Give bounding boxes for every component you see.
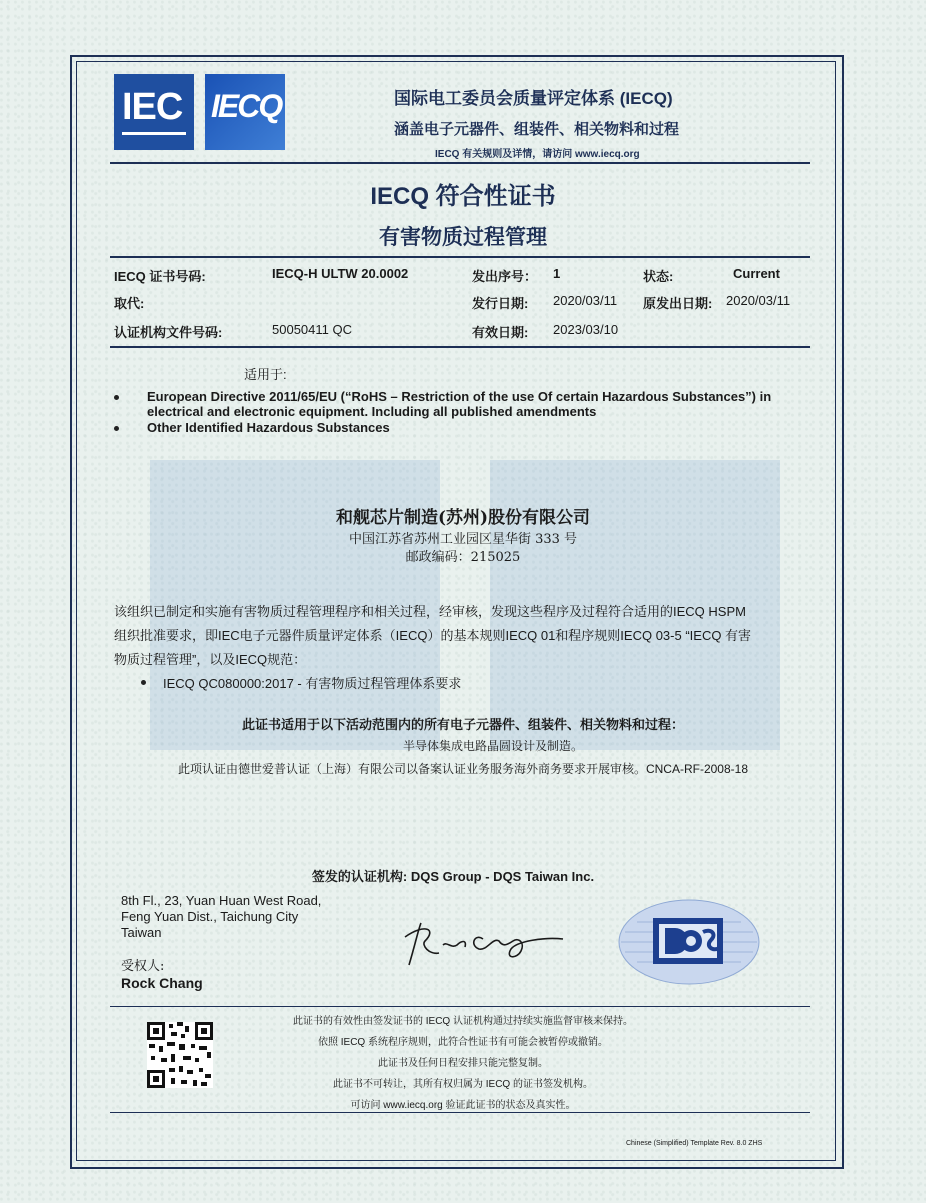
certificate-subtitle: 有害物质过程管理 — [379, 226, 547, 249]
issuer-address-line: Feng Yuan Dist., Taichung City — [121, 909, 299, 924]
body-line: 物质过程管理”，以及IECQ规范： — [114, 652, 307, 667]
bullet — [114, 395, 119, 400]
applies-item: Other Identified Hazardous Substances — [147, 420, 390, 435]
status-label: 状态: — [643, 269, 674, 284]
signature — [395, 915, 575, 975]
bullet — [141, 680, 146, 685]
replaces-label: 取代: — [114, 296, 145, 311]
divider — [110, 256, 810, 258]
header-line-1: 国际电工委员会质量评定体系 (IECQ) — [394, 89, 673, 108]
expiry-label: 有效日期: — [472, 325, 529, 340]
issue-no-label: 发出序号： — [472, 269, 538, 284]
issuer-address-line: Taiwan — [121, 925, 162, 940]
scope-text: 半导体集成电路晶圆设计及制造。 — [402, 739, 583, 753]
iecq-logo: IECQ — [205, 74, 285, 150]
footer-line: 此证书不可转让，其所有权归属为 IECQ 的证书签发机构。 — [332, 1079, 593, 1090]
cert-no-label: IECQ 证书号码: — [114, 269, 206, 284]
cert-no: IECQ-H ULTW 20.0002 — [272, 266, 409, 281]
header-line-3: IECQ 有关规则及详情，请访问 www.iecq.org — [435, 149, 640, 160]
footer-line: 此证书的有效性由签发证书的 IECQ 认证机构通过持续实施监督审核来保持。 — [292, 1016, 633, 1027]
dqs-logo — [617, 898, 762, 986]
template-note: Chinese (Simplified) Template Rev. 8.0 ZHS — [626, 1140, 763, 1147]
status-value: Current — [733, 266, 780, 281]
issue-no: 1 — [553, 266, 561, 281]
orig-date-label: 原发出日期: — [643, 296, 713, 311]
authorized-label: 受权人: — [121, 959, 165, 974]
applies-item: European Directive 2011/65/EU (“RoHS – Restriction of the use Of certain Hazardous Substances”) in — [147, 389, 772, 404]
footer-line: 依照 IECQ 系统程序规则，此符合性证书有可能会被暂停或撤销。 — [317, 1037, 608, 1048]
body-line: 该组织已制定和实施有害物质过程管理程序和相关过程，经审核，发现这些程序及过程符合适用的IECQ HSPM — [114, 604, 746, 619]
cnca-note: 此项认证由德世爱普认证（上海）有限公司以备案认证业务服务海外商务要求开展审核。CNCA-RF-2008-18 — [177, 762, 749, 776]
applies-label: 适用于: — [244, 367, 287, 382]
header-line-2: 涵盖电子元器件、组装件、相关物料和过程 — [394, 121, 680, 138]
expiry-date: 2023/03/10 — [553, 322, 619, 337]
issuer-label: 签发的认证机构: DQS Group - DQS Taiwan Inc. — [311, 869, 595, 884]
spec-item: IECQ QC080000:2017 - 有害物质过程管理体系要求 — [163, 676, 462, 691]
company-name: 和舰芯片制造(苏州)股份有限公司 — [335, 508, 591, 528]
divider — [110, 162, 810, 164]
divider — [110, 1006, 810, 1007]
scope-title: 此证书适用于以下活动范围内的所有电子元器件、组装件、相关物料和过程： — [241, 717, 684, 732]
body-line: 组织批准要求，即IEC电子元器件质量评定体系（IECQ）的基本规则IECQ 01和程序规则IECQ 03-5 “IECQ 有害 — [114, 628, 752, 643]
company-postcode: 邮政编码：215025 — [405, 550, 521, 565]
iec-logo: IEC — [114, 74, 194, 150]
issuer-address-line: 8th Fl., 23, Yuan Huan West Road, — [121, 893, 322, 908]
divider — [110, 346, 810, 348]
issue-date-label: 发行日期: — [472, 296, 529, 311]
orig-date: 2020/03/11 — [726, 293, 791, 308]
certificate-title: IECQ 符合性证书 — [370, 183, 556, 210]
divider — [110, 1112, 810, 1113]
authorized-name: Rock Chang — [121, 975, 203, 991]
footer-line: 可访问 www.iecq.org 验证此证书的状态及真实性。 — [350, 1100, 576, 1111]
company-address: 中国江苏省苏州工业园区星华街 333 号 — [348, 532, 578, 547]
applies-item: electrical and electronic equipment. Including all published amendments — [147, 404, 597, 419]
bullet — [114, 426, 119, 431]
footer-line: 此证书及任何日程安排只能完整复制。 — [378, 1058, 548, 1069]
cb-file: 50050411 QC — [272, 322, 352, 337]
issue-date: 2020/03/11 — [553, 293, 618, 308]
cb-file-label: 认证机构文件号码: — [114, 325, 223, 340]
